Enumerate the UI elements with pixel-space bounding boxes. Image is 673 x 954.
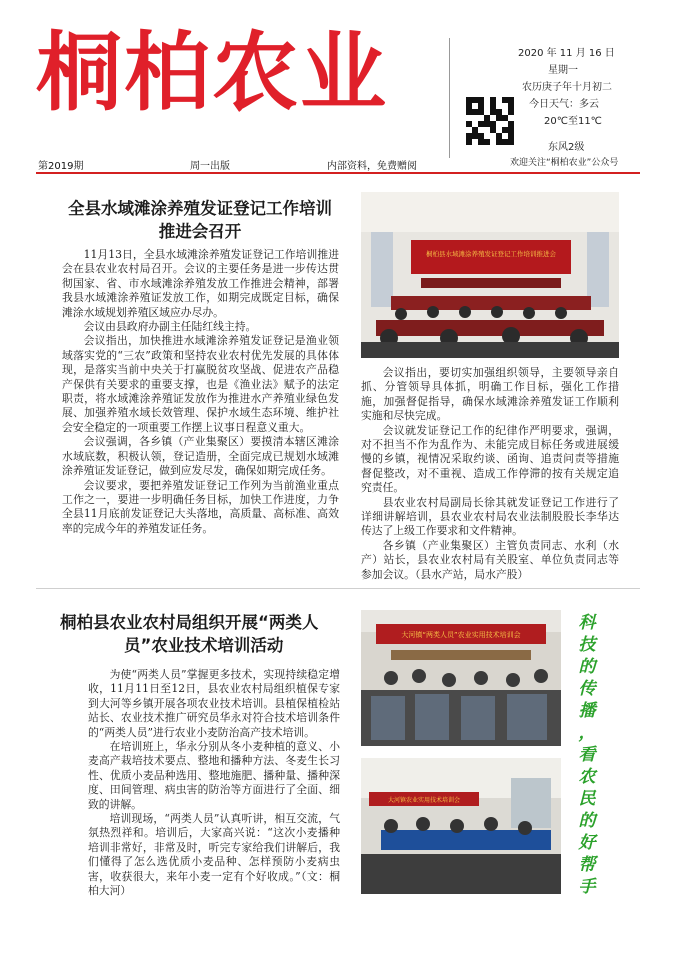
photo-banner-text: 桐柏县水域滩涂养殖发证登记工作培训推进会 <box>426 250 556 258</box>
masthead-divider <box>449 38 450 158</box>
paragraph: 会议就发证登记工作的纪律作严明要求，强调，对不担当不作为乱作为、未能完成目标任务或进展缓慢的乡镇，视情况采取约谈、函询、追责问责等措施督促整改，对不重视、造成工作停滞的按有关规定追究责任。 <box>361 423 619 495</box>
paragraph: 各乡镇（产业集聚区）主管负责同志、水利（水产）站长，县农业农村局有关股室、单位负责同志等参加会议。（县水产站，局水产股） <box>361 538 619 581</box>
distribution-notice: 内部资料，免费赠阅 <box>327 161 417 172</box>
paragraph: 培训现场，“两类人员”认真听讲，相互交流，气氛热烈祥和。培训后，大家高兴说：“这次小麦播种培训非常好，非常及时，听完专家给我们讲解后，我们懂得了怎么选优质小麦品种、怎样预防小麦病虫害，收获很大，来年小麦一定有个好收成。”（文：桐柏大河） <box>88 812 340 898</box>
masthead-title: 桐柏农业 <box>36 23 388 123</box>
paragraph: 11月13日，全县水域滩涂养殖发证登记工作培训推进会在县农业农村局召开。会议的主要任务是进一步传达贯彻国家、省、市水域滩涂养殖发放工作推进会精神，部署我县水域滩涂养殖证发放工作，如期完成既定目标，确保滩涂水域规划养殖区域应办尽办。 <box>62 248 339 319</box>
article2-headline-line1: 桐柏县农业农村局组织开展“两类人 <box>60 613 319 632</box>
training-photo-2 <box>361 758 561 894</box>
qr-code[interactable] <box>466 97 514 145</box>
slogan-char: 农 <box>578 767 596 787</box>
issue-date: 2020 年 11 月 16 日 <box>518 48 615 59</box>
masthead-rule <box>36 172 640 174</box>
article1-headline-line2: 推进会召开 <box>158 222 242 241</box>
paragraph: 会议指出，加快推进水域滩涂养殖发证登记是渔业领域落实党的“三农”政策和坚持农业农村优先发展的具体体现，是落实当前中央关于打赢脱贫攻坚战、促进农产品稳产保供有关要求的重要支撑，也是《渔业法》赋予的法定职责，将水域滩涂养殖证发放作为推进水产养殖业绿色发展、加强养殖水域长效管理、保护水域生态环境、维护社会安全稳定的一项重要工作摆上议事日程意义重大。 <box>62 334 339 434</box>
article1-right-column <box>361 366 619 582</box>
slogan-char: 播 <box>578 701 596 721</box>
temperature: 20℃至11℃ <box>544 116 602 127</box>
article2-body <box>88 668 340 899</box>
weather: 今日天气：多云 <box>529 99 599 110</box>
slogan-char: 民 <box>578 789 596 809</box>
photo-banner-text: 大河镇农业实用技术培训会 <box>387 797 461 804</box>
publish-schedule: 周一出版 <box>190 161 230 172</box>
vertical-slogan <box>575 612 599 898</box>
article1-left-column <box>62 248 339 536</box>
training-photo-1 <box>361 610 561 746</box>
article1-headline-line1: 全县水域滩涂养殖发证登记工作培训 <box>68 199 332 218</box>
slogan-char: ， <box>578 723 596 743</box>
paragraph: 在培训班上，华永分别从冬小麦种植的意义、小麦高产栽培技术要点、整地和播种方法、冬麦生长习性、优质小麦品种选用、整地施肥、播种量、播种深度、田间管理、病虫害的防治等方面进行了全面、细致的讲解。 <box>88 740 340 811</box>
paragraph: 会议强调，各乡镇（产业集聚区）要摸清本辖区滩涂水域底数，积极认领，登记造册，全面完成已规划水域滩涂养殖证发证登记，做到应发尽发，确保如期完成任务。 <box>62 435 339 478</box>
article2-headline-line2: 员”农业技术培训活动 <box>124 636 284 655</box>
section-divider <box>36 588 640 589</box>
slogan-char: 传 <box>578 679 596 699</box>
slogan-char: 科 <box>578 613 596 633</box>
slogan-char: 手 <box>578 877 596 897</box>
lunar-date: 农历庚子年十月初二 <box>522 82 612 93</box>
slogan-char: 看 <box>578 745 596 765</box>
paragraph: 会议指出，要切实加强组织领导，主要领导亲自抓、分管领导具体抓，明确工作目标，强化工作措施，加强督促指导，确保水域滩涂养殖发证工作顺利实施和尽快完成。 <box>361 366 619 423</box>
issue-number: 第2019期 <box>38 161 84 172</box>
slogan-char: 的 <box>578 811 596 831</box>
meeting-photo <box>361 192 619 358</box>
wind: 东风2级 <box>548 142 585 153</box>
weekday: 星期一 <box>548 65 578 76</box>
photo-banner-text: 大河镇“两类人员”农业实用技术培训会 <box>401 631 521 639</box>
paragraph: 为使“两类人员”掌握更多技术，实现持续稳定增收，11月11日至12日，县农业农村局组织植保专家到大河等乡镇开展各项农业技术培训。县植保植检站站长、农业技术推广研究员华永对符合技术培训条件的“两类人员”进行农业小麦防治高产技术培训。 <box>88 668 340 739</box>
paragraph: 县农业农村局副局长徐其就发证登记工作进行了详细讲解培训，县农业农村局农业法制股股长李华达传达了上级工作要求和文件精神。 <box>361 495 619 538</box>
paragraph: 会议由县政府办副主任陆红线主持。 <box>83 320 257 334</box>
paragraph: 会议要求，要把养殖发证登记工作列为当前渔业重点工作之一，要进一步明确任务目标，加快工作进度，力争全县11月底前发证登记大头落地，高质量、高标准、高效率的完成今年的养殖发证任务。 <box>62 478 339 535</box>
slogan-char: 技 <box>578 635 596 655</box>
slogan-char: 好 <box>578 833 596 853</box>
wechat-follow: 欢迎关注“桐柏农业”公众号 <box>510 158 619 168</box>
article2-headline <box>60 611 340 657</box>
slogan-char: 帮 <box>578 855 596 875</box>
article1-headline <box>60 197 340 243</box>
slogan-char: 的 <box>578 657 596 677</box>
